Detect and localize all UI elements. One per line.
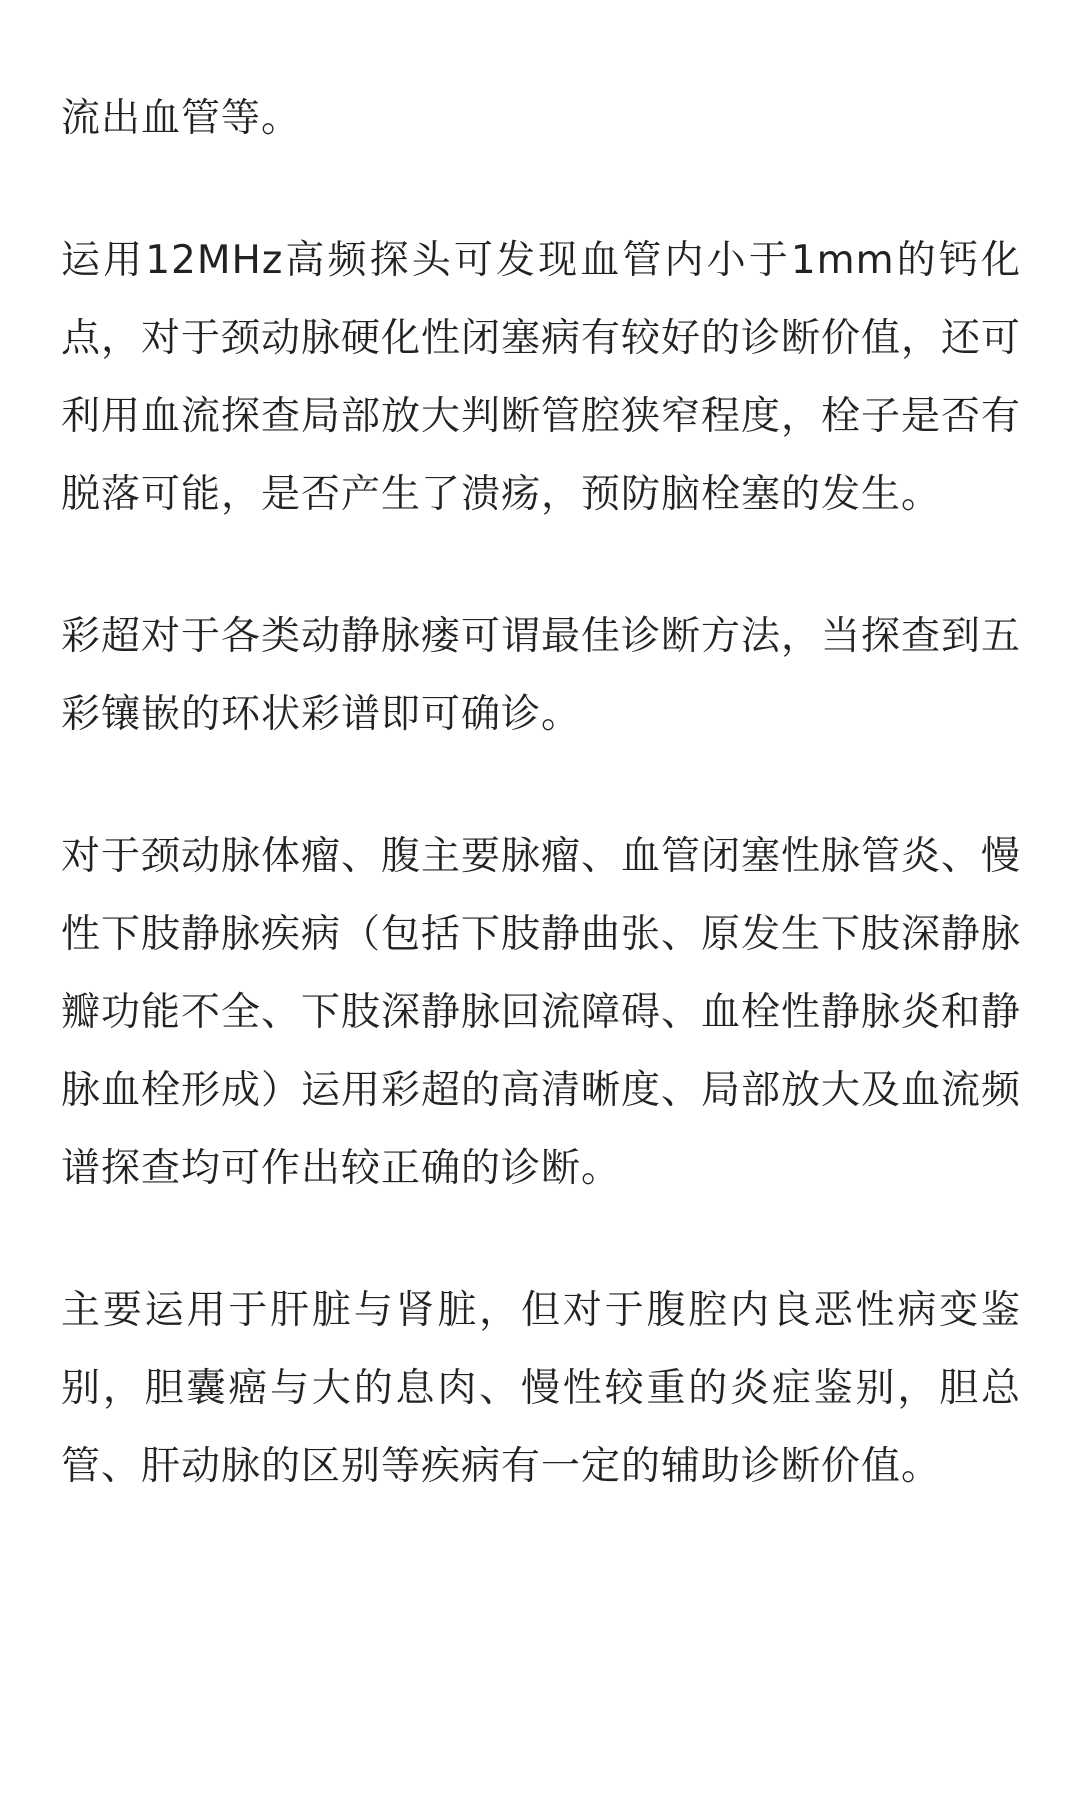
paragraph-liver-kidney: 主要运用于肝脏与肾脏，但对于腹腔内良恶性病变鉴别，胆囊癌与大的息肉、慢性较重的炎症鉴别，胆总管、肝动脉的区别等疾病有一定的辅助诊断价值。	[61, 1288, 1021, 1489]
paragraph-vascular-diseases: 对于颈动脉体瘤、腹主要脉瘤、血管闭塞性脉管炎、慢性下肢静脉疾病（包括下肢静曲张、原发生下肢深静脉瓣功能不全、下肢深静脉回流障碍、血栓性静脉炎和静脉血栓形成）运用彩超的高清晰度、局部放大及血流频谱探查均可作出较正确的诊断。	[61, 834, 1022, 1191]
paragraph-arteriovenous-fistula: 彩超对于各类动静脉瘘可谓最佳诊断方法，当探查到五彩镶嵌的环状彩谱即可确诊。	[61, 614, 1022, 737]
paragraph-vessel-outflow: 流出血管等。	[61, 96, 302, 141]
paragraph-carotid-calcification: 运用12MHz高频探头可发现血管内小于1mm的钙化点，对于颈动脉硬化性闭塞病有较好的诊断价值，还可利用血流探查局部放大判断管腔狭窄程度，栓子是否有脱落可能，是否产生了溃疡，预防脑栓塞的发生。	[61, 238, 1022, 517]
article-body	[61, 80, 1021, 1506]
